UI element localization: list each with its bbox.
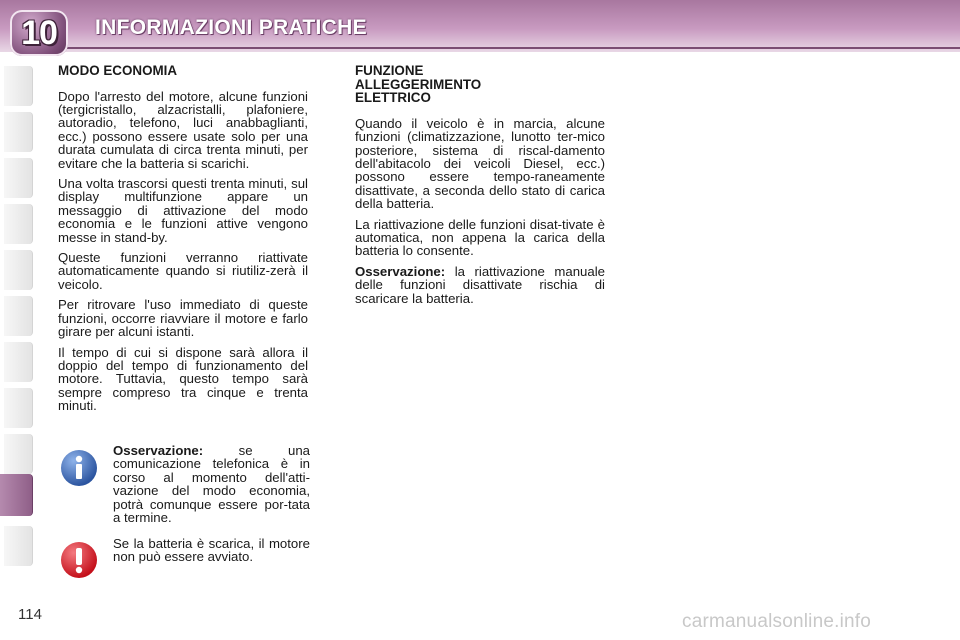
paragraph: Queste funzioni verranno riattivate automaticamente quando si riutiliz-zerà il veicolo. [58,250,308,292]
info-icon [60,449,98,487]
chapter-tab[interactable] [4,158,33,198]
section-title [355,64,605,105]
exclamation-icon [60,541,98,579]
section-title: MODO ECONOMIA [58,63,178,78]
paragraph: Quando il veicolo è in marcia, alcune funzioni (climatizzazione, lunotto ter-mico posteriore, sistema di riscal-damento dell'abitacolo dei veicoli Diesel, ecc.) possono essere tempo-raneamente disattivate, a seconda dello stato di carica della batteria. [355,115,605,212]
chapter-number: 10 [21,13,57,52]
paragraph: Dopo l'arresto del motore, alcune funzioni (tergicristallo, alzacristalli, plafoniere, autoradio, telefono, luci anabbaglianti, ecc.) possono essere usate solo per una durata cumulata di circa trenta minuti, per evitare che la batteria si scarichi. [58,88,308,171]
chapter-tab[interactable] [4,434,33,474]
watermark: carmanualsonline.info [682,611,872,632]
paragraph: La riattivazione delle funzioni disat-tivate è automatica, non appena la carica della batteria lo consente. [355,216,605,259]
chapter-tab[interactable] [4,204,33,244]
chapter-tab[interactable] [4,526,33,566]
section-title-line: ALLEGGERIMENTO [355,76,482,92]
economy-mode-section [58,64,308,420]
section-title-line: FUNZIONE [355,63,424,78]
chapter-tab[interactable] [4,388,33,428]
load-shedding-section [355,64,605,312]
chapter-tab[interactable] [4,250,33,290]
note-label: Osservazione: [355,263,446,279]
note-label: Osservazione: [113,443,204,458]
chapter-tab[interactable] [4,66,33,106]
chapter-badge [10,10,68,56]
paragraph: Il tempo di cui si dispone sarà allora il doppio del tempo di funzionamento del motore. Tuttavia, questo tempo sarà sempre compreso tra cinque e trenta minuti. [58,344,308,414]
warning-note-text: Se la batteria è scarica, il motore non può essere avviato. [113,536,310,565]
chapter-tab[interactable] [4,296,33,336]
note-body: se una comunicazione telefonica è in corso al momento dell'atti-vazione del modo economia, potrà comunque essere por-tata a termine. [113,443,310,526]
paragraph: Per ritrovare l'uso immediato di queste funzioni, occorre riavviare il motore e farlo girare per alcuni istanti. [58,297,308,340]
section-title-line: ELETTRICO [355,90,431,106]
observation-note [355,265,605,305]
header-divider [60,47,960,49]
info-note-text [113,444,310,524]
note-body: la riattivazione manuale delle funzioni disattivate rischia di scaricare la batteria. [355,263,605,306]
chapter-tab[interactable] [4,112,33,152]
chapter-tab-active[interactable] [0,474,33,516]
paragraph: Una volta trascorsi questi trenta minuti, sul display multifunzione appare un messaggio di attivazione del modo economia e le funzioni attive vengono messe in stand-by. [58,176,308,245]
page-number: 114 [18,606,42,623]
chapter-title: INFORMAZIONI PRATICHE [95,16,367,39]
chapter-tab[interactable] [4,342,33,382]
